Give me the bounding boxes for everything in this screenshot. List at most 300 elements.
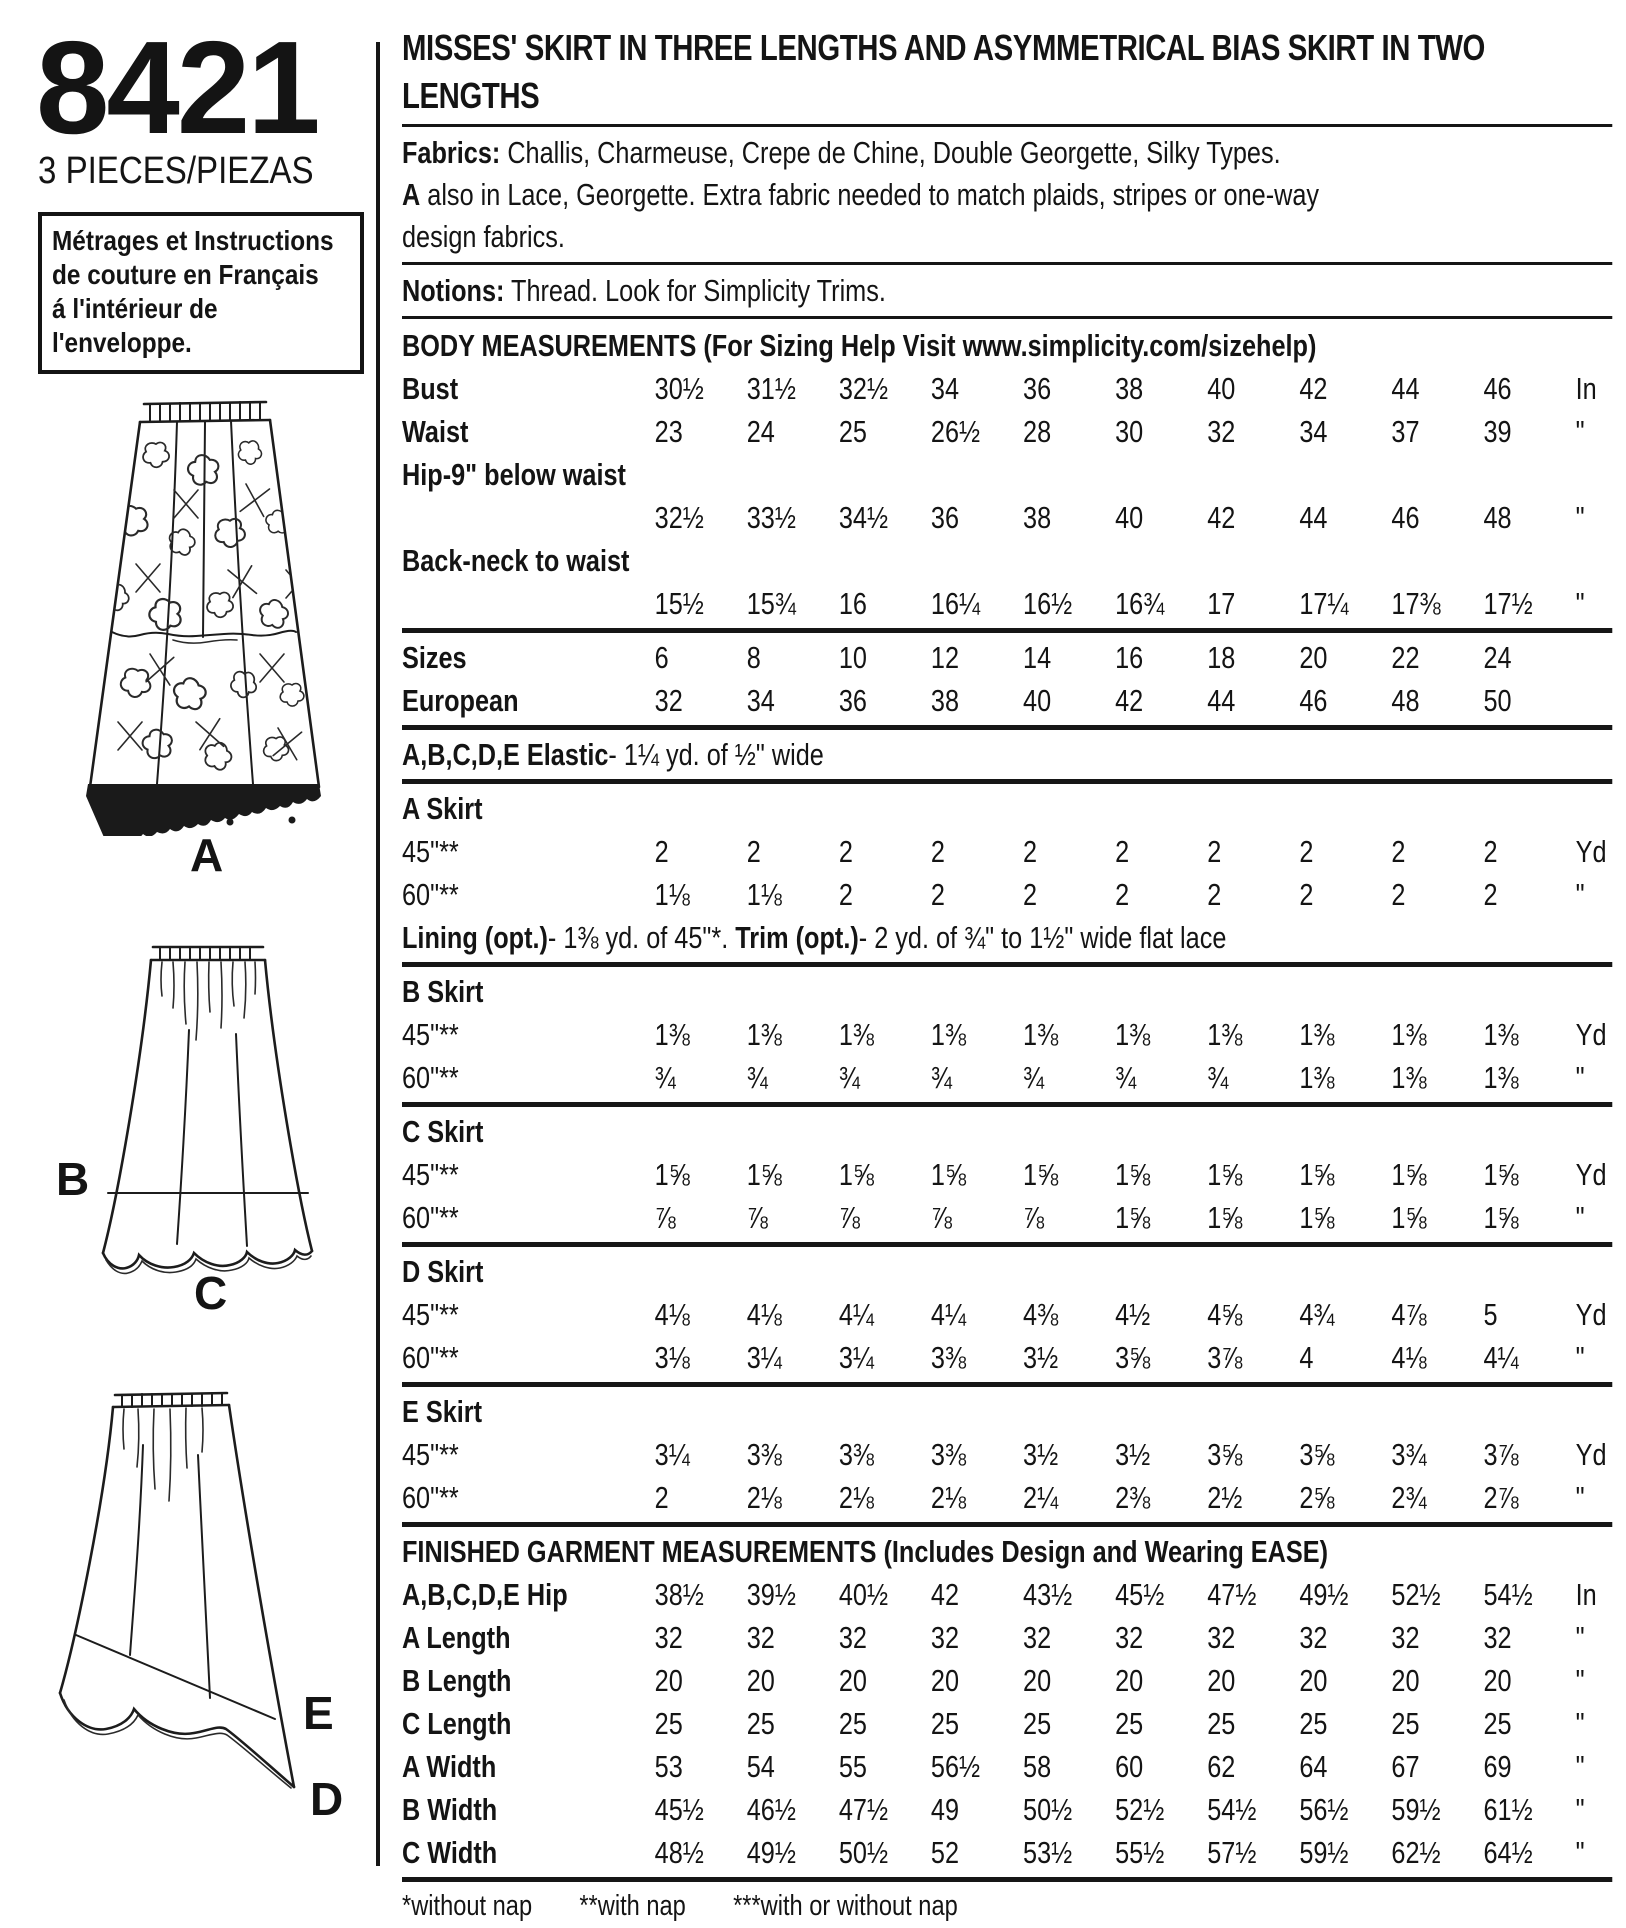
- value-cell: 56½: [930, 1749, 981, 1784]
- value-cell: 3¼: [838, 1340, 874, 1375]
- value-cell: 2: [1115, 877, 1130, 912]
- value-cell: 36: [930, 500, 960, 535]
- value-cell: 2⅝: [1299, 1480, 1335, 1515]
- value-cell: 48: [1483, 500, 1512, 535]
- value-cell: 32: [838, 1620, 867, 1655]
- value-cell: 42: [1115, 683, 1144, 718]
- row-label: A Length: [402, 1620, 511, 1655]
- value-cell: 46: [1299, 683, 1328, 718]
- table-row: [402, 1659, 1612, 1702]
- value-cell: 40½: [838, 1577, 889, 1612]
- value-cell: 31½: [746, 371, 796, 406]
- value-cell: 34: [1299, 414, 1328, 449]
- note-line: [402, 733, 1612, 776]
- rule: [402, 316, 1612, 319]
- value-cell: 1⅜: [1483, 1060, 1519, 1095]
- value-cell: 2: [1299, 834, 1314, 869]
- table-section-header: FINISHED GARMENT MEASUREMENTS (Includes Design and Wearing EASE): [402, 1534, 1329, 1569]
- value-cell: 3⅞: [1483, 1437, 1519, 1472]
- value-cell: 40: [1207, 371, 1236, 406]
- value-cell: 38: [1023, 500, 1052, 535]
- value-cell: 2: [746, 834, 761, 869]
- table-row: [402, 1196, 1612, 1239]
- footnote: ***with or without nap: [733, 1890, 958, 1922]
- value-cell: 2: [1023, 834, 1038, 869]
- unit-cell: Yd: [1575, 1437, 1607, 1472]
- table-row: [402, 1788, 1612, 1831]
- value-cell: ¾: [654, 1060, 676, 1095]
- value-cell: ⅞: [1023, 1200, 1045, 1235]
- value-cell: 3¼: [654, 1437, 690, 1472]
- value-cell: 1⅜: [1299, 1060, 1335, 1095]
- row-label: 60"**: [402, 1200, 459, 1235]
- value-cell: 38: [930, 683, 960, 718]
- value-cell: 1⅜: [654, 1017, 690, 1052]
- value-cell: 46½: [746, 1792, 796, 1827]
- value-cell: 2: [1483, 877, 1498, 912]
- french-line: Métrages et Instructions: [52, 225, 334, 256]
- value-cell: 2⅜: [1115, 1480, 1151, 1515]
- value-cell: 2: [1023, 877, 1038, 912]
- unit-cell: ": [1575, 414, 1585, 449]
- value-cell: 1⅛: [746, 877, 782, 912]
- value-cell: 50: [1483, 683, 1512, 718]
- value-cell: 16: [838, 586, 867, 621]
- value-cell: 16½: [1023, 586, 1073, 621]
- value-cell: 4¼: [930, 1297, 967, 1332]
- value-cell: 1⅝: [1483, 1157, 1519, 1192]
- section-rule: [402, 1382, 1612, 1387]
- value-cell: 54: [746, 1749, 775, 1784]
- value-cell: 17⅜: [1391, 586, 1441, 621]
- unit-cell: Yd: [1575, 834, 1607, 869]
- value-cell: 2½: [1207, 1480, 1243, 1515]
- value-cell: 4¾: [1299, 1297, 1335, 1332]
- value-cell: 4⅛: [1391, 1340, 1427, 1375]
- rule: [402, 124, 1612, 127]
- view-label-d: D: [310, 1773, 344, 1825]
- value-cell: 1⅝: [1299, 1200, 1335, 1235]
- value-cell: 59½: [1391, 1792, 1441, 1827]
- value-cell: 2: [654, 834, 669, 869]
- row-label: 60"**: [402, 1060, 459, 1095]
- value-cell: 62: [1207, 1749, 1236, 1784]
- value-cell: 69: [1483, 1749, 1512, 1784]
- value-cell: 1⅜: [1483, 1017, 1519, 1052]
- skirt-a-illustration: [78, 392, 330, 836]
- section-rule: [402, 628, 1612, 633]
- value-cell: 34: [746, 683, 775, 718]
- unit-cell: ": [1575, 1060, 1585, 1095]
- value-cell: 2: [1207, 834, 1222, 869]
- value-cell: 24: [746, 414, 775, 449]
- french-line: de couture en Français: [52, 259, 319, 290]
- value-cell: 42: [1207, 500, 1236, 535]
- value-cell: 56½: [1299, 1792, 1349, 1827]
- value-cell: 1⅜: [1023, 1017, 1059, 1052]
- table-row: [402, 1433, 1612, 1476]
- value-cell: 3⅝: [1299, 1437, 1335, 1472]
- value-cell: 30: [1115, 414, 1144, 449]
- value-cell: 2: [1391, 834, 1406, 869]
- value-cell: 2⅞: [1483, 1480, 1519, 1515]
- note-bold-text: Lining (opt.): [402, 920, 548, 955]
- value-cell: 4⅞: [1391, 1297, 1427, 1332]
- value-cell: 47½: [838, 1792, 889, 1827]
- value-cell: 1⅜: [1391, 1060, 1427, 1095]
- value-cell: 2: [838, 834, 853, 869]
- value-cell: 32: [654, 683, 683, 718]
- french-line: á l'intérieur de: [52, 293, 218, 324]
- notions-text: Thread. Look for Simplicity Trims.: [504, 273, 886, 308]
- row-label: Sizes: [402, 640, 467, 675]
- view-section-title: A Skirt: [402, 791, 483, 826]
- value-cell: 34½: [838, 500, 889, 535]
- value-cell: 25: [838, 1706, 867, 1741]
- unit-cell: ": [1575, 1835, 1585, 1870]
- value-cell: 49½: [746, 1835, 796, 1870]
- value-cell: 14: [1023, 640, 1052, 675]
- row-label: 60"**: [402, 1480, 459, 1515]
- value-cell: 15½: [654, 586, 704, 621]
- note-text: - 1¼ yd. of ½" wide: [608, 737, 824, 772]
- value-cell: 12: [930, 640, 960, 675]
- row-label: A Width: [402, 1749, 497, 1784]
- value-cell: 25: [838, 414, 867, 449]
- unit-cell: ": [1575, 1663, 1585, 1698]
- value-cell: 20: [1207, 1663, 1236, 1698]
- value-cell: 1⅝: [1115, 1200, 1151, 1235]
- value-cell: ¾: [1115, 1060, 1137, 1095]
- value-cell: 23: [654, 414, 683, 449]
- value-cell: 1⅝: [654, 1157, 690, 1192]
- value-cell: 4½: [1115, 1297, 1151, 1332]
- view-section-title: E Skirt: [402, 1394, 483, 1429]
- table-row: [402, 367, 1612, 410]
- fabrics-text: also in Lace, Georgette. Extra fabric needed to match plaids, stripes or one-way: [420, 177, 1320, 212]
- row-label: Bust: [402, 371, 459, 406]
- value-cell: 4⅝: [1207, 1297, 1243, 1332]
- info-column: [402, 24, 1612, 1928]
- value-cell: 44: [1299, 500, 1328, 535]
- table-row: [402, 410, 1612, 453]
- value-cell: 32: [930, 1620, 960, 1655]
- view-label-e: E: [303, 1687, 334, 1739]
- table-row: [402, 830, 1612, 873]
- value-cell: 30½: [654, 371, 704, 406]
- section-rule: [402, 779, 1612, 784]
- value-cell: 2: [1115, 834, 1130, 869]
- value-cell: 44: [1391, 371, 1420, 406]
- value-cell: 25: [930, 1706, 960, 1741]
- value-cell: ⅞: [930, 1200, 953, 1235]
- value-cell: 4⅜: [1023, 1297, 1059, 1332]
- page-title: MISSES' SKIRT IN THREE LENGTHS AND ASYMMETRICAL BIAS SKIRT IN TWO LENGTHS: [402, 27, 1485, 116]
- value-cell: ⅞: [746, 1200, 768, 1235]
- value-cell: 17: [1207, 586, 1236, 621]
- value-cell: 2⅛: [746, 1480, 782, 1515]
- table-row: [402, 1573, 1612, 1616]
- unit-cell: ": [1575, 1620, 1585, 1655]
- fabrics-text: Challis, Charmeuse, Crepe de Chine, Double Georgette, Silky Types.: [500, 135, 1281, 170]
- footnote: **with nap: [579, 1890, 686, 1922]
- value-cell: ¾: [838, 1060, 860, 1095]
- value-cell: 1⅝: [1483, 1200, 1519, 1235]
- unit-cell: ": [1575, 586, 1585, 621]
- value-cell: 3¼: [746, 1340, 782, 1375]
- value-cell: 25: [746, 1706, 775, 1741]
- row-label: 45"**: [402, 1437, 459, 1472]
- value-cell: 54½: [1483, 1577, 1533, 1612]
- value-cell: 1⅝: [1299, 1157, 1335, 1192]
- value-cell: 22: [1391, 640, 1420, 675]
- value-cell: 57½: [1207, 1835, 1257, 1870]
- value-cell: 61½: [1483, 1792, 1533, 1827]
- unit-cell: ": [1575, 1340, 1585, 1375]
- section-rule: [402, 962, 1612, 967]
- pieces-count: [38, 150, 355, 193]
- row-label: A,B,C,D,E Hip: [402, 1577, 568, 1612]
- spec-table: [402, 324, 1612, 1928]
- value-cell: 4¼: [838, 1297, 874, 1332]
- value-cell: 32: [1207, 1620, 1236, 1655]
- value-cell: 49½: [1299, 1577, 1349, 1612]
- row-label-line: Back-neck to waist: [402, 543, 630, 578]
- value-cell: 32½: [654, 500, 704, 535]
- row-label: 60"**: [402, 1340, 459, 1375]
- unit-cell: In: [1575, 371, 1597, 406]
- section-rule: [402, 1522, 1612, 1527]
- fabrics-line: [402, 174, 1612, 216]
- value-cell: 60: [1115, 1749, 1144, 1784]
- value-cell: 3½: [1023, 1437, 1059, 1472]
- view-label-a: A: [190, 829, 224, 881]
- unit-cell: ": [1575, 1200, 1585, 1235]
- unit-cell: In: [1575, 1577, 1597, 1612]
- row-label: 45"**: [402, 1297, 459, 1332]
- value-cell: 1⅝: [1207, 1200, 1243, 1235]
- row-label: 45"**: [402, 1017, 459, 1052]
- unit-cell: ": [1575, 877, 1585, 912]
- value-cell: 25: [1299, 1706, 1328, 1741]
- value-cell: 2¾: [1391, 1480, 1427, 1515]
- view-section-title: B Skirt: [402, 974, 484, 1009]
- notions-line: [402, 270, 1612, 312]
- value-cell: 1⅝: [1115, 1157, 1151, 1192]
- value-cell: 4⅛: [746, 1297, 782, 1332]
- value-cell: 16¼: [930, 586, 981, 621]
- row-label-line: Hip-9" below waist: [402, 457, 626, 492]
- value-cell: 53: [654, 1749, 683, 1784]
- value-cell: 58: [1023, 1749, 1052, 1784]
- value-cell: 32: [746, 1620, 775, 1655]
- value-cell: 42: [930, 1577, 960, 1612]
- view-label-b: B: [56, 1153, 90, 1205]
- value-cell: 1⅜: [1115, 1017, 1151, 1052]
- value-cell: 33½: [746, 500, 796, 535]
- value-cell: 18: [1207, 640, 1236, 675]
- table-row: [402, 1336, 1612, 1379]
- value-cell: 25: [1115, 1706, 1144, 1741]
- row-label: Waist: [402, 414, 469, 449]
- notions-label: Notions:: [402, 273, 505, 308]
- table-row: [402, 496, 1612, 539]
- table-row: [402, 1293, 1612, 1336]
- value-cell: 20: [746, 1663, 775, 1698]
- table-row: [402, 582, 1612, 625]
- value-cell: 3⅝: [1207, 1437, 1243, 1472]
- value-cell: 2: [1483, 834, 1498, 869]
- value-cell: 20: [1483, 1663, 1512, 1698]
- value-cell: 3⅞: [1207, 1340, 1243, 1375]
- note-line: [402, 916, 1612, 959]
- value-cell: 25: [1207, 1706, 1236, 1741]
- value-cell: 44: [1207, 683, 1236, 718]
- value-cell: ⅞: [654, 1200, 676, 1235]
- value-cell: 1⅜: [1391, 1017, 1427, 1052]
- value-cell: 40: [1115, 500, 1144, 535]
- table-row: [402, 1476, 1612, 1519]
- unit-cell: ": [1575, 1792, 1585, 1827]
- value-cell: 1⅝: [930, 1157, 967, 1192]
- value-cell: 3⅜: [746, 1437, 782, 1472]
- value-cell: 1⅝: [1391, 1200, 1427, 1235]
- value-cell: 42: [1299, 371, 1328, 406]
- french-line: l'enveloppe.: [52, 327, 192, 358]
- unit-cell: ": [1575, 1749, 1585, 1784]
- value-cell: 1⅝: [1023, 1157, 1059, 1192]
- value-cell: 38½: [654, 1577, 704, 1612]
- value-cell: 59½: [1299, 1835, 1349, 1870]
- value-cell: 52: [930, 1835, 960, 1870]
- value-cell: 1⅜: [838, 1017, 874, 1052]
- footnote: *without nap: [402, 1890, 533, 1922]
- value-cell: 2: [1207, 877, 1222, 912]
- value-cell: 20: [1391, 1663, 1420, 1698]
- value-cell: 2: [930, 877, 945, 912]
- value-cell: 20: [838, 1663, 867, 1698]
- value-cell: 1⅝: [1207, 1157, 1243, 1192]
- value-cell: 54½: [1207, 1792, 1257, 1827]
- note-text: - 2 yd. of ¾" to 1½" wide flat lace: [858, 920, 1227, 955]
- table-row: [402, 1153, 1612, 1196]
- value-cell: 36: [1023, 371, 1052, 406]
- value-cell: ¾: [930, 1060, 953, 1095]
- value-cell: 5: [1483, 1297, 1498, 1332]
- value-cell: 25: [1023, 1706, 1052, 1741]
- value-cell: 6: [654, 640, 669, 675]
- value-cell: 2⅛: [838, 1480, 874, 1515]
- section-rule: [402, 1877, 1612, 1882]
- value-cell: 2⅛: [930, 1480, 967, 1515]
- row-label: European: [402, 683, 519, 718]
- value-cell: 24: [1483, 640, 1512, 675]
- value-cell: 67: [1391, 1749, 1420, 1784]
- value-cell: 45½: [1115, 1577, 1165, 1612]
- value-cell: 1⅜: [930, 1017, 967, 1052]
- value-cell: 2: [838, 877, 853, 912]
- value-cell: 48: [1391, 683, 1420, 718]
- value-cell: 1⅜: [1207, 1017, 1243, 1052]
- value-cell: 34: [930, 371, 960, 406]
- row-label: B Length: [402, 1663, 512, 1698]
- rule: [402, 262, 1612, 265]
- unit-cell: ": [1575, 500, 1585, 535]
- value-cell: 2: [1299, 877, 1314, 912]
- value-cell: 46: [1391, 500, 1420, 535]
- value-cell: 25: [1483, 1706, 1512, 1741]
- value-cell: 64½: [1483, 1835, 1533, 1870]
- row-label: 60"**: [402, 877, 459, 912]
- value-cell: 4¼: [1483, 1340, 1519, 1375]
- value-cell: 4: [1299, 1340, 1314, 1375]
- value-cell: 20: [1115, 1663, 1144, 1698]
- value-cell: 55½: [1115, 1835, 1165, 1870]
- value-cell: 47½: [1207, 1577, 1257, 1612]
- value-cell: 50½: [1023, 1792, 1073, 1827]
- value-cell: ¾: [1207, 1060, 1229, 1095]
- value-cell: 3⅝: [1115, 1340, 1151, 1375]
- row-label: 45"**: [402, 834, 459, 869]
- value-cell: 25: [1391, 1706, 1420, 1741]
- unit-cell: ": [1575, 1706, 1585, 1741]
- pattern-number: 8421: [36, 14, 318, 161]
- value-cell: 46: [1483, 371, 1512, 406]
- value-cell: 3⅜: [930, 1437, 967, 1472]
- value-cell: 32½: [838, 371, 889, 406]
- value-cell: 39: [1483, 414, 1512, 449]
- row-label: 45"**: [402, 1157, 459, 1192]
- value-cell: ⅞: [838, 1200, 860, 1235]
- value-cell: 1⅝: [1391, 1157, 1427, 1192]
- value-cell: 55: [838, 1749, 867, 1784]
- value-cell: 20: [1023, 1663, 1052, 1698]
- french-notice-box: [38, 212, 364, 374]
- value-cell: 53½: [1023, 1835, 1073, 1870]
- value-cell: 15¾: [746, 586, 796, 621]
- value-cell: 3⅛: [654, 1340, 690, 1375]
- value-cell: 10: [838, 640, 867, 675]
- section-rule: [402, 725, 1612, 730]
- value-cell: 3½: [1115, 1437, 1151, 1472]
- value-cell: 20: [930, 1663, 960, 1698]
- value-cell: 43½: [1023, 1577, 1073, 1612]
- view-section-title: D Skirt: [402, 1254, 484, 1289]
- value-cell: 64: [1299, 1749, 1328, 1784]
- value-cell: 17¼: [1299, 586, 1349, 621]
- value-cell: 2¼: [1023, 1480, 1059, 1515]
- value-cell: 16¾: [1115, 586, 1165, 621]
- unit-cell: Yd: [1575, 1157, 1607, 1192]
- value-cell: 32: [1391, 1620, 1420, 1655]
- table-section-header: BODY MEASUREMENTS (For Sizing Help Visit www.simplicity.com/sizehelp): [402, 328, 1317, 363]
- value-cell: 17½: [1483, 586, 1533, 621]
- unit-cell: Yd: [1575, 1297, 1607, 1332]
- value-cell: 32: [654, 1620, 683, 1655]
- value-cell: 2: [1391, 877, 1406, 912]
- value-cell: ¾: [746, 1060, 768, 1095]
- value-cell: 20: [1299, 1663, 1328, 1698]
- value-cell: 26½: [930, 414, 981, 449]
- row-label: C Length: [402, 1706, 512, 1741]
- value-cell: 50½: [838, 1835, 889, 1870]
- value-cell: 1⅝: [746, 1157, 782, 1192]
- fabrics-line: design fabrics.: [402, 219, 565, 254]
- value-cell: 32: [1299, 1620, 1328, 1655]
- view-label-c: C: [194, 1267, 228, 1319]
- section-rule: [402, 1242, 1612, 1247]
- value-cell: 39½: [746, 1577, 796, 1612]
